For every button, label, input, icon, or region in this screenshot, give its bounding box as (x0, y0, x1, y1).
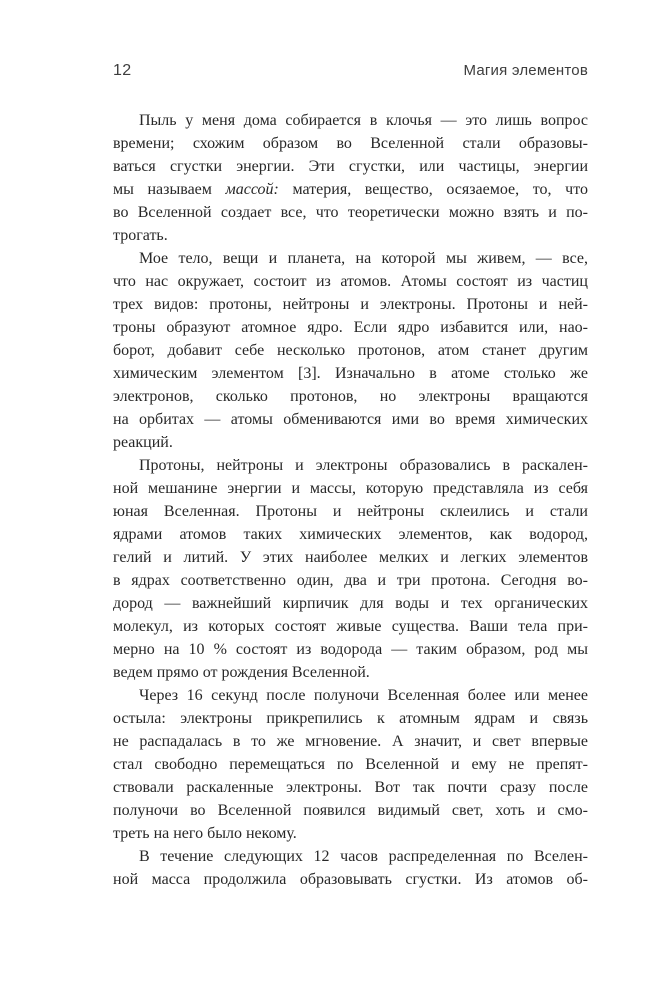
page-number: 12 (113, 62, 132, 79)
body-text-run: В течение следующих 12 часов распределенная по Вселен- (139, 848, 588, 865)
body-text-run: остыла: электроны прикрепились к атомным ядрам и связь (113, 710, 588, 727)
text-line (113, 270, 588, 293)
text-line (113, 431, 588, 454)
body-text-run: времени; схожим образом во Вселенной стали образовы- (113, 135, 588, 152)
body-text-run: материя, вещество, осязаемое, то, что (278, 181, 588, 198)
body-text-run: мерно на 10 % состоят из водорода — таким образом, род мы (113, 641, 588, 658)
body-text-run: Протоны, нейтроны и электроны образовались в раскален- (139, 457, 588, 474)
text-line (113, 316, 588, 339)
text-line (113, 776, 588, 799)
running-title: Магия элементов (463, 62, 588, 79)
body-text-run: борот, добавит себе несколько протонов, атом станет другим (113, 342, 588, 359)
text-line (113, 339, 588, 362)
text-line (113, 845, 588, 868)
text-line (113, 224, 588, 247)
text-line (113, 868, 588, 891)
text-line (113, 523, 588, 546)
paragraph (113, 247, 588, 454)
text-line (113, 454, 588, 477)
body-text-run: в ядрах соответственно один, два и три протона. Сегодня во- (113, 572, 588, 589)
text-line (113, 477, 588, 500)
body-text-run: не распадалась в то же мгновение. А значит, и свет впервые (113, 733, 588, 750)
body-text-run: ядрами атомов таких химических элементов, как водород, (113, 526, 588, 543)
body-text-run: треть на него было некому. (113, 825, 297, 842)
paragraph (113, 109, 588, 247)
body-text-run: Через 16 секунд после полуночи Вселенная более или менее (139, 687, 588, 704)
text-line (113, 799, 588, 822)
body-text-run: ной масса продолжила образовывать сгустки. Из атомов об- (113, 871, 588, 888)
body-text-run: во Вселенной создает все, что теоретически можно взять и по- (113, 204, 588, 221)
body-text-run: полуночи во Вселенной появился видимый свет, хоть и смо- (113, 802, 588, 819)
body-text-run: трех видов: протоны, нейтроны и электроны. Протоны и ней- (113, 296, 588, 313)
text-line (113, 178, 588, 201)
text-line (113, 385, 588, 408)
text-line (113, 293, 588, 316)
running-header (113, 62, 588, 80)
text-line (113, 247, 588, 270)
body-text-run: дород — важнейший кирпичик для воды и тех органических (113, 595, 588, 612)
body-text-run: ной мешанине энергии и массы, которую представляла из себя (113, 480, 588, 497)
body-text-run: реакций. (113, 434, 173, 451)
paragraph (113, 845, 588, 891)
text-line (113, 500, 588, 523)
text-line (113, 569, 588, 592)
body-text-run: гелий и литий. У этих наиболее мелких и легких элементов (113, 549, 588, 566)
body-text-run: ваться сгустки энергии. Эти сгустки, или частицы, энергии (113, 158, 588, 175)
body-text-run: ведем прямо от рождения Вселенной. (113, 664, 370, 681)
text-line (113, 730, 588, 753)
text-line (113, 661, 588, 684)
body-text-run: молекул, из которых состоят живые существа. Ваши тела при- (113, 618, 588, 635)
text-line (113, 822, 588, 845)
italic-text: массой: (225, 181, 279, 198)
body-text-run: электронов, сколько протонов, но электроны вращаются (113, 388, 588, 405)
paragraph (113, 454, 588, 684)
text-line (113, 109, 588, 132)
text-line (113, 684, 588, 707)
body-text-run: Пыль у меня дома собирается в клочья — это лишь вопрос (139, 112, 588, 129)
body-text-run: троны образуют атомное ядро. Если ядро избавится или, нао- (113, 319, 588, 336)
body-text-run: мы называем (113, 181, 226, 198)
body-text-run: Мое тело, вещи и планета, на которой мы живем, — все, (139, 250, 588, 267)
paragraph (113, 684, 588, 845)
text-line (113, 546, 588, 569)
text-line (113, 132, 588, 155)
text-line (113, 753, 588, 776)
body-text-run: трогать. (113, 227, 168, 244)
body-text-run: на орбитах — атомы обмениваются ими во время химических (113, 411, 588, 428)
text-line (113, 707, 588, 730)
text-line (113, 592, 588, 615)
body-text-run: ствовали раскаленные электроны. Вот так почти сразу после (113, 779, 588, 796)
body-text-run: стал свободно перемещаться по Вселенной и ему не препят- (113, 756, 588, 773)
text-line (113, 638, 588, 661)
text-line (113, 362, 588, 385)
text-line (113, 615, 588, 638)
body-text-run: химическим элементом [3]. Изначально в атоме столько же (113, 365, 588, 382)
text-line (113, 201, 588, 224)
body-text-run: юная Вселенная. Протоны и нейтроны склеились и стали (113, 503, 588, 520)
page-body (113, 109, 588, 891)
body-text-run: что нас окружает, состоит из атомов. Атомы состоят из частиц (113, 273, 588, 290)
text-line (113, 408, 588, 431)
text-line (113, 155, 588, 178)
